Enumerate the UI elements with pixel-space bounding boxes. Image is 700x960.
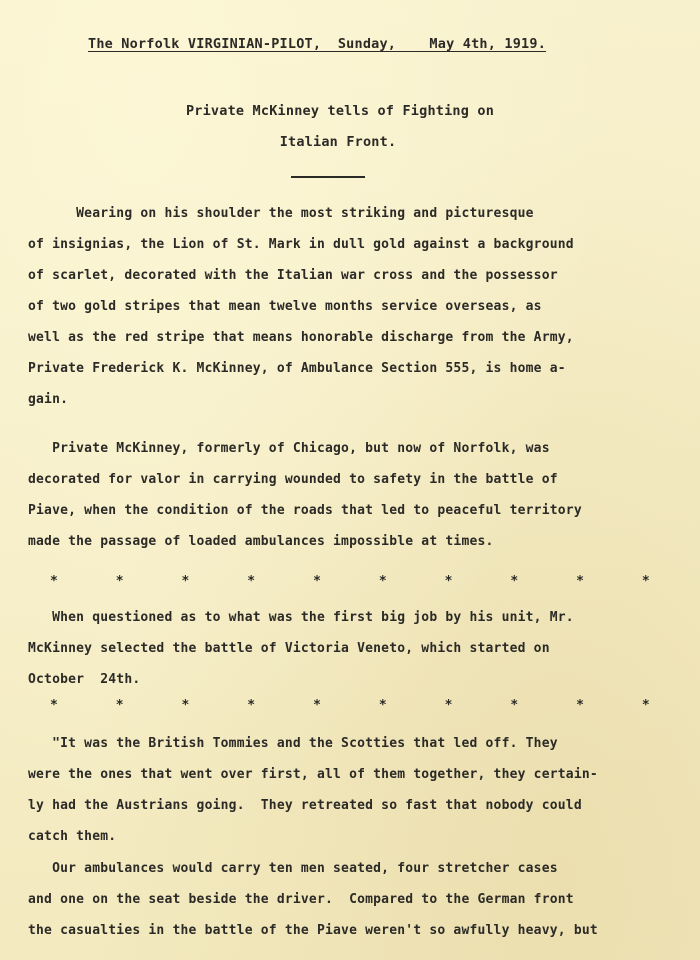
text-line: of two gold stripes that mean twelve months service overseas, as <box>28 299 542 314</box>
asterisk: * <box>576 574 585 589</box>
newspaper-masthead: The Norfolk VIRGINIAN-PILOT, Sunday, May 4th, 1919. <box>88 36 547 52</box>
text-line: and one on the seat beside the driver. Compared to the German front <box>28 892 574 907</box>
asterisk: * <box>444 574 453 589</box>
text-line: ly had the Austrians going. They retreated so fast that nobody could <box>28 798 582 813</box>
asterisk: * <box>181 574 190 589</box>
text-line: Private Frederick K. McKinney, of Ambulance Section 555, is home a- <box>28 361 566 376</box>
text-line: of scarlet, decorated with the Italian war cross and the possessor <box>28 268 558 283</box>
text-line: Wearing on his shoulder the most striking and picturesque <box>28 206 534 221</box>
paragraph-4 <box>28 728 688 852</box>
asterisk: * <box>247 574 256 589</box>
asterisk: * <box>378 698 387 713</box>
headline-line-2: Italian Front. <box>279 134 397 150</box>
text-line: decorated for valor in carrying wounded to safety in the battle of <box>28 472 558 487</box>
text-line: "It was the British Tommies and the Scotties that led off. They <box>28 736 558 751</box>
asterisk: * <box>641 698 650 713</box>
text-line: of insignias, the Lion of St. Mark in dull gold against a background <box>28 237 574 252</box>
text-line: made the passage of loaded ambulances impossible at times. <box>28 534 494 549</box>
asterisk: * <box>378 574 387 589</box>
asterisk: * <box>313 698 322 713</box>
text-line: When questioned as to what was the first big job by his unit, Mr. <box>28 610 574 625</box>
asterisk-separator <box>50 698 650 713</box>
headline-rule <box>291 176 365 178</box>
asterisk: * <box>641 574 650 589</box>
text-line: Our ambulances would carry ten men seated, four stretcher cases <box>28 861 558 876</box>
asterisk: * <box>444 698 453 713</box>
headline-line-1: Private McKinney tells of Fighting on <box>185 103 495 119</box>
asterisk: * <box>576 698 585 713</box>
text-line: gain. <box>28 392 69 407</box>
asterisk: * <box>181 698 190 713</box>
text-line: well as the red stripe that means honorable discharge from the Army, <box>28 330 574 345</box>
asterisk: * <box>510 574 519 589</box>
text-line: October 24th. <box>28 672 141 687</box>
text-line: catch them. <box>28 829 117 844</box>
asterisk: * <box>115 574 124 589</box>
text-line: were the ones that went over first, all of them together, they certain- <box>28 767 598 782</box>
asterisk-separator <box>50 574 650 589</box>
asterisk: * <box>313 574 322 589</box>
asterisk: * <box>50 698 59 713</box>
asterisk: * <box>115 698 124 713</box>
text-line: the casualties in the battle of the Piave weren't so awfully heavy, but <box>28 923 598 938</box>
asterisk: * <box>50 574 59 589</box>
paragraph-1 <box>28 198 688 415</box>
paragraph-5 <box>28 853 688 946</box>
asterisk: * <box>510 698 519 713</box>
text-line: Private McKinney, formerly of Chicago, but now of Norfolk, was <box>28 441 550 456</box>
text-line: Piave, when the condition of the roads that led to peaceful territory <box>28 503 582 518</box>
text-line: McKinney selected the battle of Victoria Veneto, which started on <box>28 641 550 656</box>
paragraph-3 <box>28 602 688 695</box>
paragraph-2 <box>28 433 688 557</box>
asterisk: * <box>247 698 256 713</box>
